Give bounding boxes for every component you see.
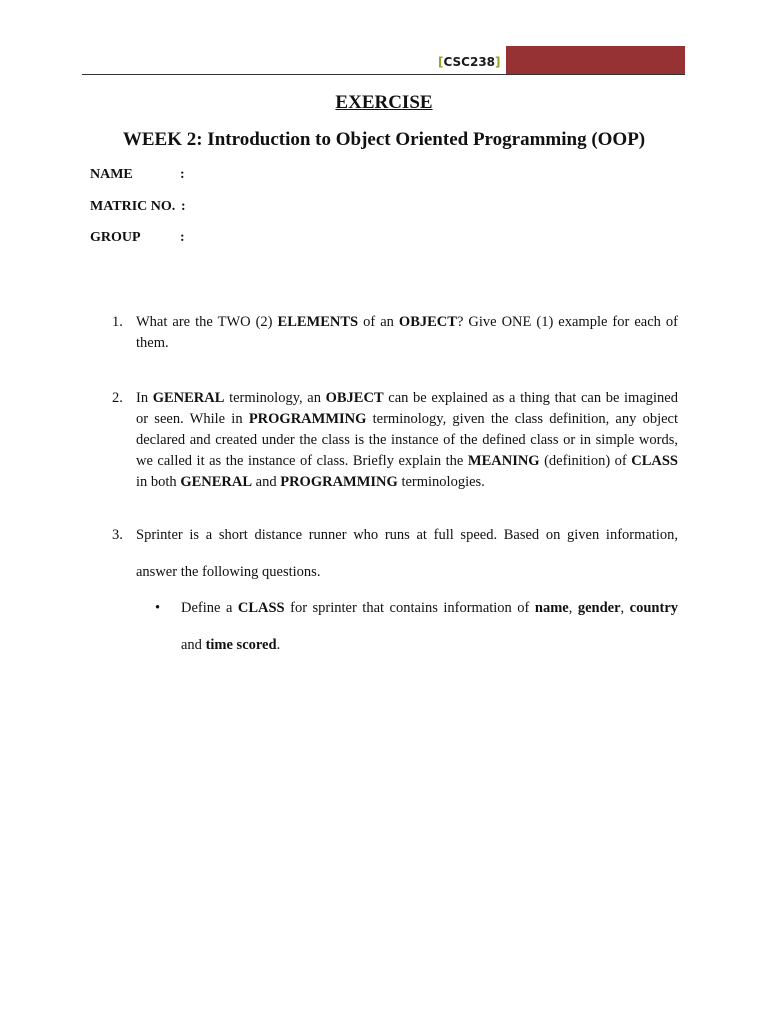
group-colon: : — [180, 230, 185, 245]
course-code: CSC238 — [443, 55, 496, 69]
name-colon: : — [180, 167, 185, 182]
question-3-bullet — [155, 590, 678, 664]
matric-field — [90, 199, 186, 215]
question-2-text: In GENERAL terminology, an OBJECT can be explained as a thing that can be imagined or seen. While in PROGRAMMING terminology, given the class definition, any object declared and created under the class is the instance of the defined class or in simple words, we called it as the instance of class. Briefly explain the MEANING (definition) of CLASS in both GENERAL and PROGRAMMING terminologies. — [136, 390, 679, 490]
question-3-bullet-text: Define a CLASS for sprinter that contains information of name, gender, country and time scored. — [181, 600, 679, 653]
question-3-number: 3. — [112, 527, 123, 543]
question-2-number: 2. — [112, 390, 123, 406]
page-title: EXERCISE — [335, 92, 433, 113]
close-bracket: ] — [495, 55, 501, 69]
header-color-band — [506, 46, 685, 74]
bullet-symbol: • — [155, 600, 161, 616]
question-2 — [112, 388, 678, 493]
question-3-text: Sprinter is a short distance runner who runs at full speed. Based on given information, answer the following questions. — [136, 527, 678, 580]
open-bracket: [ — [438, 55, 444, 69]
question-1-number: 1. — [112, 314, 123, 330]
question-3 — [112, 517, 678, 591]
group-label: GROUP — [90, 230, 141, 245]
name-label: NAME — [90, 167, 133, 182]
header-divider — [82, 74, 685, 75]
group-field — [90, 230, 185, 246]
course-code-header — [438, 51, 500, 73]
matric-colon: : — [181, 199, 186, 214]
matric-label: MATRIC NO. — [90, 199, 176, 214]
page-subtitle: WEEK 2: Introduction to Object Oriented Programming (OOP) — [122, 129, 646, 150]
name-field — [90, 167, 185, 183]
question-1-text: What are the TWO (2) ELEMENTS of an OBJECT? Give ONE (1) example for each of them. — [136, 314, 678, 351]
question-1 — [112, 312, 678, 354]
